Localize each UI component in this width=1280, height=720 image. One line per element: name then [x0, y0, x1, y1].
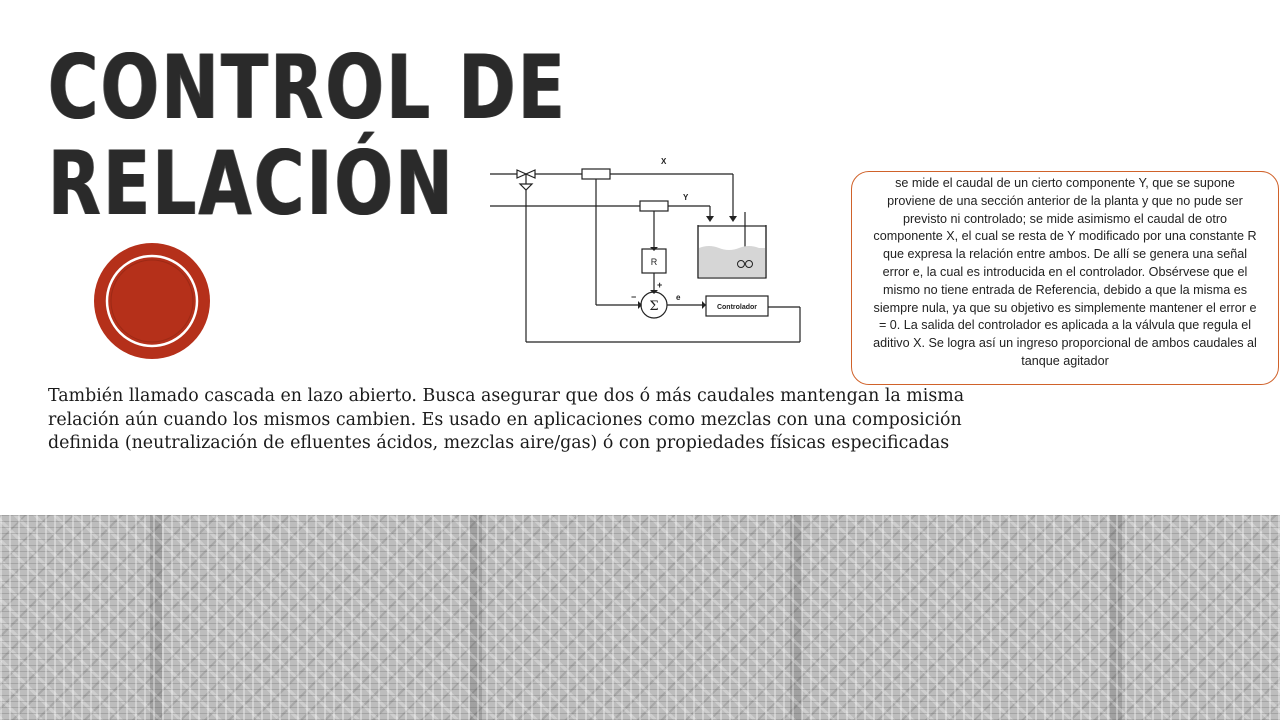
controller-label: Controlador	[716, 304, 758, 311]
sign-plus: +	[657, 280, 663, 290]
explanation-callout: se mide el caudal de un cierto componente Y, que se supone proviene de una sección anterior de la planta y que no pude ser previsto ni controlado; se mide asimismo el caudal de otro componente X, el cual se resta de Y modificado por una constante R que expresa la relación entre ambos. De allí se genera una señal error e, la cual es introducida en el controlador. Obsérvese que el mismo no tiene entrada de Referencia, debido a que la misma es siempre nula, ya que su objetivo es simplemente mantener el error e = 0. La salida del controlador es aplicada a la válvula que regula el aditivo X. Se logra así un ingreso proporcional de ambos caudales al tanque agitador	[851, 171, 1279, 385]
block-r-label: R	[650, 257, 658, 267]
sum-symbol: Σ	[649, 299, 659, 314]
body-text: También llamado cascada en lazo abierto. Busca asegurar que dos ó más caudales mantengan la misma relación aún cuando los mismos cambien. Es usado en aplicaciones como mezclas con una composición definida (neutralización de efluentes ácidos, mezclas aire/gas) ó con propiedades físicas especificadas	[48, 386, 965, 453]
decorative-circle-icon	[93, 242, 211, 360]
signal-e-label: e	[676, 293, 681, 302]
textured-background-band	[0, 515, 1280, 720]
ratio-control-diagram	[488, 152, 808, 348]
label-y: Y	[683, 193, 689, 202]
title-line-1: CONTROL DE	[48, 36, 568, 139]
label-x: X	[661, 157, 667, 166]
title-line-2: RELACIÓN	[48, 132, 456, 235]
sign-minus: −	[631, 292, 637, 302]
